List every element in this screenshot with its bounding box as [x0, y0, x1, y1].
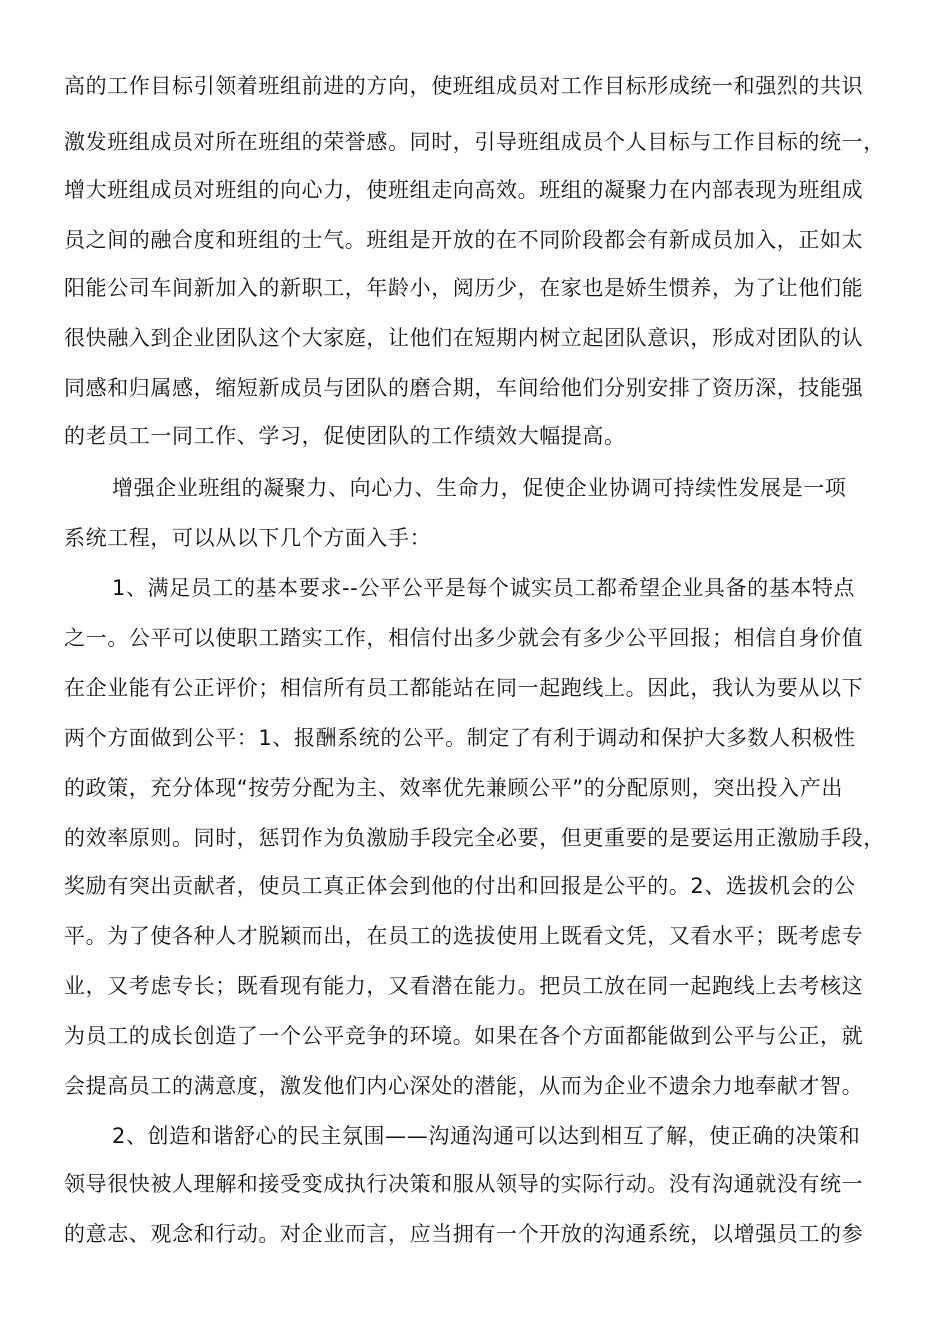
body-text-line: 领导很快被人理解和接受变成执行决策和服从领导的实际行动。没有沟通就没有统一 [64, 1172, 864, 1196]
body-text-line: 在企业能有公正评价；相信所有员工都能站在同一起跑线上。因此，我认为要从以下 [64, 676, 864, 700]
body-text-line: 之一。公平可以使职工踏实工作，相信付出多少就会有多少公平回报；相信自身价值 [64, 626, 864, 650]
body-text-line: 增大班组成员对班组的向心力，使班组走向高效。班组的凝聚力在内部表现为班组成 [64, 178, 864, 202]
body-text-line: 高的工作目标引领着班组前进的方向，使班组成员对工作目标形成统一和强烈的共识 [64, 74, 864, 98]
body-text-line: 员之间的融合度和班组的士气。班组是开放的在不同阶段都会有新成员加入，正如太 [64, 228, 864, 252]
body-text-line: 阳能公司车间新加入的新职工，年龄小，阅历少，在家也是娇生惯养，为了让他们能 [64, 276, 864, 300]
body-text-line: 1、满足员工的基本要求--公平公平是每个诚实员工都希望企业具备的基本特点 [112, 576, 856, 600]
body-text-line: 的老员工一同工作、学习，促使团队的工作绩效大幅提高。 [64, 424, 626, 448]
body-text-line: 为员工的成长创造了一个公平竞争的环境。如果在各个方面都能做到公平与公正，就 [64, 1024, 864, 1048]
body-text-line: 平。为了使各种人才脱颖而出，在员工的选拔使用上既看文凭，又看水平；既考虑专 [64, 924, 864, 948]
body-text-line: 系统工程，可以从以下几个方面入手： [64, 526, 432, 550]
body-text-line: 业，又考虑专长；既看现有能力，又看潜在能力。把员工放在同一起跑线上去考核这 [64, 974, 864, 998]
body-text-line: 奖励有突出贡献者，使员工真正体会到他的付出和回报是公平的。2、选拔机会的公 [64, 874, 856, 898]
body-text-line: 增强企业班组的凝聚力、向心力、生命力，促使企业协调可持续性发展是一项 [112, 476, 847, 500]
body-text-line: 同感和归属感，缩短新成员与团队的磨合期，车间给他们分别安排了资历深，技能强 [64, 376, 864, 400]
body-text-line: 的意志、观念和行动。对企业而言，应当拥有一个开放的沟通系统，以增强员工的参 [64, 1222, 864, 1246]
body-text-line: 激发班组成员对所在班组的荣誉感。同时，引导班组成员个人目标与工作目标的统一， [64, 130, 885, 154]
body-text-line: 2、创造和谐舒心的民主氛围——沟通沟通可以达到相互了解，使正确的决策和 [112, 1124, 861, 1148]
body-text-line: 会提高员工的满意度，激发他们内心深处的潜能，从而为企业不遗余力地奉献才智。 [64, 1074, 864, 1098]
body-text-line: 很快融入到企业团队这个大家庭，让他们在短期内树立起团队意识，形成对团队的认 [64, 326, 864, 350]
body-text-line: 两个方面做到公平：1、报酬系统的公平。制定了有利于调动和保护大多数人积极性 [64, 726, 856, 750]
body-text-line: 的效率原则。同时，惩罚作为负激励手段完全必要，但更重要的是要运用正激励手段， [64, 826, 885, 850]
body-text-line: 的政策，充分体现“按劳分配为主、效率优先兼顾公平”的分配原则，突出投入产出 [64, 776, 843, 800]
